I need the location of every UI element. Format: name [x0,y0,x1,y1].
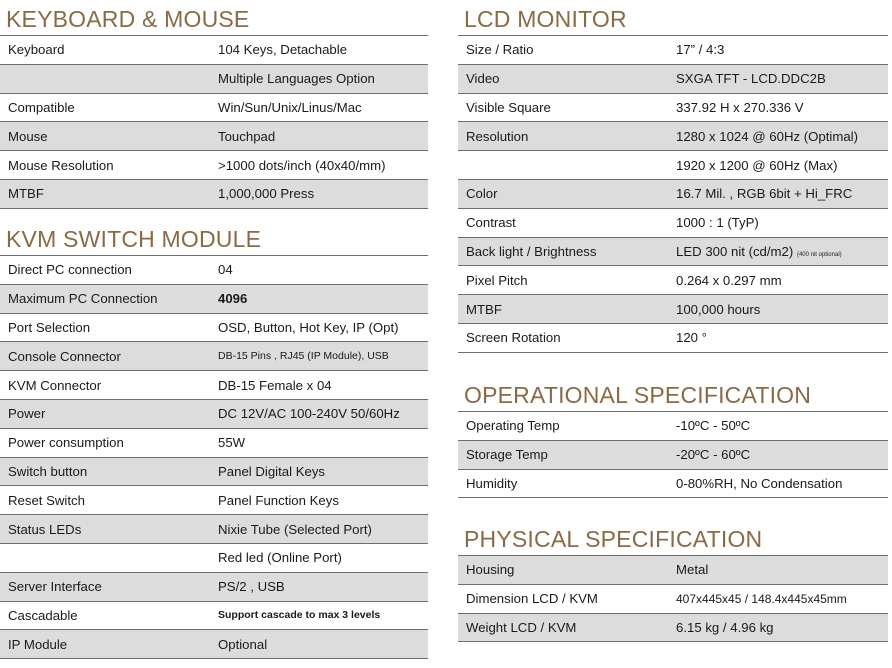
spec-label: Reset Switch [8,492,85,508]
spec-label: Humidity [466,475,518,491]
spec-value: 04 [218,262,233,278]
table-row [458,122,888,151]
spec-value: 17” / 4:3 [676,42,725,58]
spec-value: DC 12V/AC 100-240V 50/60Hz [218,406,400,422]
table-row [0,94,428,123]
spec-value: DB-15 Pins , RJ45 (IP Module), USB [218,350,389,363]
spec-label: Resolution [466,128,529,144]
spec-label: Maximum PC Connection [8,291,158,307]
spec-label: Back light / Brightness [466,243,597,259]
table-row [458,180,888,209]
spec-value: Multiple Languages Option [218,71,375,87]
spec-value: 4096 [218,291,248,307]
spec-value: 104 Keys, Detachable [218,42,348,58]
spec-label: Compatible [8,99,75,115]
spec-value: -20ºC - 60ºC [676,447,751,463]
operational-section [458,378,888,498]
spec-value: 100,000 hours [676,301,761,317]
spec-label: Visible Square [466,99,551,115]
table-row [0,602,428,631]
brightness-value: LED 300 nit (cd/m2) [676,243,794,259]
table-row [458,238,888,267]
spec-value: PS/2 , USB [218,579,285,595]
keyboard-mouse-title: KEYBOARD & MOUSE [0,2,428,36]
spec-label: Color [466,186,498,202]
spec-label: Keyboard [8,42,65,58]
spec-label: IP Module [8,636,68,652]
table-row [0,515,428,544]
spec-label: Screen Rotation [466,330,561,346]
table-row [458,556,888,585]
table-row [0,151,428,180]
spec-value: 1280 x 1024 @ 60Hz (Optimal) [676,128,858,144]
table-row [0,285,428,314]
table-row [0,630,428,659]
spec-value: Support cascade to max 3 levels [218,609,381,622]
spec-value: Win/Sun/Unix/Linus/Mac [218,99,362,115]
spec-value: 6.15 kg / 4.96 kg [676,619,774,635]
spec-value: 16.7 Mil. , RGB 6bit + Hi_FRC [676,186,853,202]
physical-section [458,522,888,642]
spec-label: Port Selection [8,319,91,335]
spec-value: Nixie Tube (Selected Port) [218,521,372,537]
table-row [0,371,428,400]
table-row [0,544,428,573]
spec-value: 1920 x 1200 @ 60Hz (Max) [676,157,838,173]
table-row [0,429,428,458]
spec-label: Direct PC connection [8,262,132,278]
spec-value: 0-80%RH, No Condensation [676,475,843,491]
table-row [0,36,428,65]
lcd-monitor-section [458,2,888,353]
spec-value [676,244,888,259]
operational-title: OPERATIONAL SPECIFICATION [458,378,888,412]
spec-label: Switch button [8,463,88,479]
spec-value: Panel Digital Keys [218,463,326,479]
table-row [458,266,888,295]
spec-value: OSD, Button, Hot Key, IP (Opt) [218,319,399,335]
brightness-note: (400 nit optional) [796,251,842,258]
spec-label: Contrast [466,215,516,231]
spec-label: Pixel Pitch [466,272,528,288]
spec-label: MTBF [466,301,502,317]
physical-title: PHYSICAL SPECIFICATION [458,522,888,556]
spec-value: -10ºC - 50ºC [676,418,751,434]
spec-label: Weight LCD / KVM [466,619,577,635]
spec-value: Optional [218,636,268,652]
table-row [0,65,428,94]
table-row [0,342,428,371]
spec-label: Size / Ratio [466,42,534,58]
kvm-switch-title: KVM SWITCH MODULE [0,222,428,256]
spec-value: 337.92 H x 270.336 V [676,99,804,115]
spec-label: Video [466,71,500,87]
spec-value: Red led (Online Port) [218,550,342,566]
spec-value: 55W [218,435,246,451]
spec-label: KVM Connector [8,377,102,393]
table-row [0,256,428,285]
table-row [458,412,888,441]
table-row [0,458,428,487]
table-row [0,314,428,343]
spec-label: Cascadable [8,607,78,623]
spec-value: DB-15 Female x 04 [218,377,332,393]
spec-label: Power consumption [8,435,124,451]
table-row [458,585,888,614]
spec-value: >1000 dots/inch (40x40/mm) [218,157,386,173]
spec-label: Server Interface [8,579,102,595]
table-row [0,180,428,209]
spec-label: Power [8,406,46,422]
spec-label: Status LEDs [8,521,82,537]
spec-label: Operating Temp [466,418,560,434]
table-row [0,122,428,151]
table-row [458,151,888,180]
spec-value: Metal [676,562,709,578]
lcd-monitor-title: LCD MONITOR [458,2,888,36]
spec-label: Mouse Resolution [8,157,114,173]
spec-label: Dimension LCD / KVM [466,591,598,607]
spec-value: 1,000,000 Press [218,186,315,202]
table-row [458,295,888,324]
table-row [458,36,888,65]
table-row [458,94,888,123]
table-row [458,209,888,238]
table-row [0,400,428,429]
spec-value: 120 ° [676,330,707,346]
spec-value: 407x445x45 / 148.4x445x45mm [676,591,847,606]
spec-value: Touchpad [218,128,276,144]
table-row [458,65,888,94]
spec-value: 1000 : 1 (TyP) [676,215,759,231]
spec-value: SXGA TFT - LCD.DDC2B [676,71,826,87]
table-row [0,573,428,602]
spec-label: MTBF [8,186,44,202]
table-row [458,614,888,643]
spec-label: Mouse [8,128,48,144]
table-row [458,441,888,470]
kvm-switch-section [0,222,428,659]
spec-value: 0.264 x 0.297 mm [676,272,782,288]
keyboard-mouse-section [0,2,428,209]
spec-label: Console Connector [8,348,121,364]
table-row [458,470,888,499]
spec-label: Housing [466,562,515,578]
table-row [458,324,888,353]
spec-label: Storage Temp [466,447,548,463]
table-row [0,486,428,515]
spec-value: Panel Function Keys [218,492,339,508]
